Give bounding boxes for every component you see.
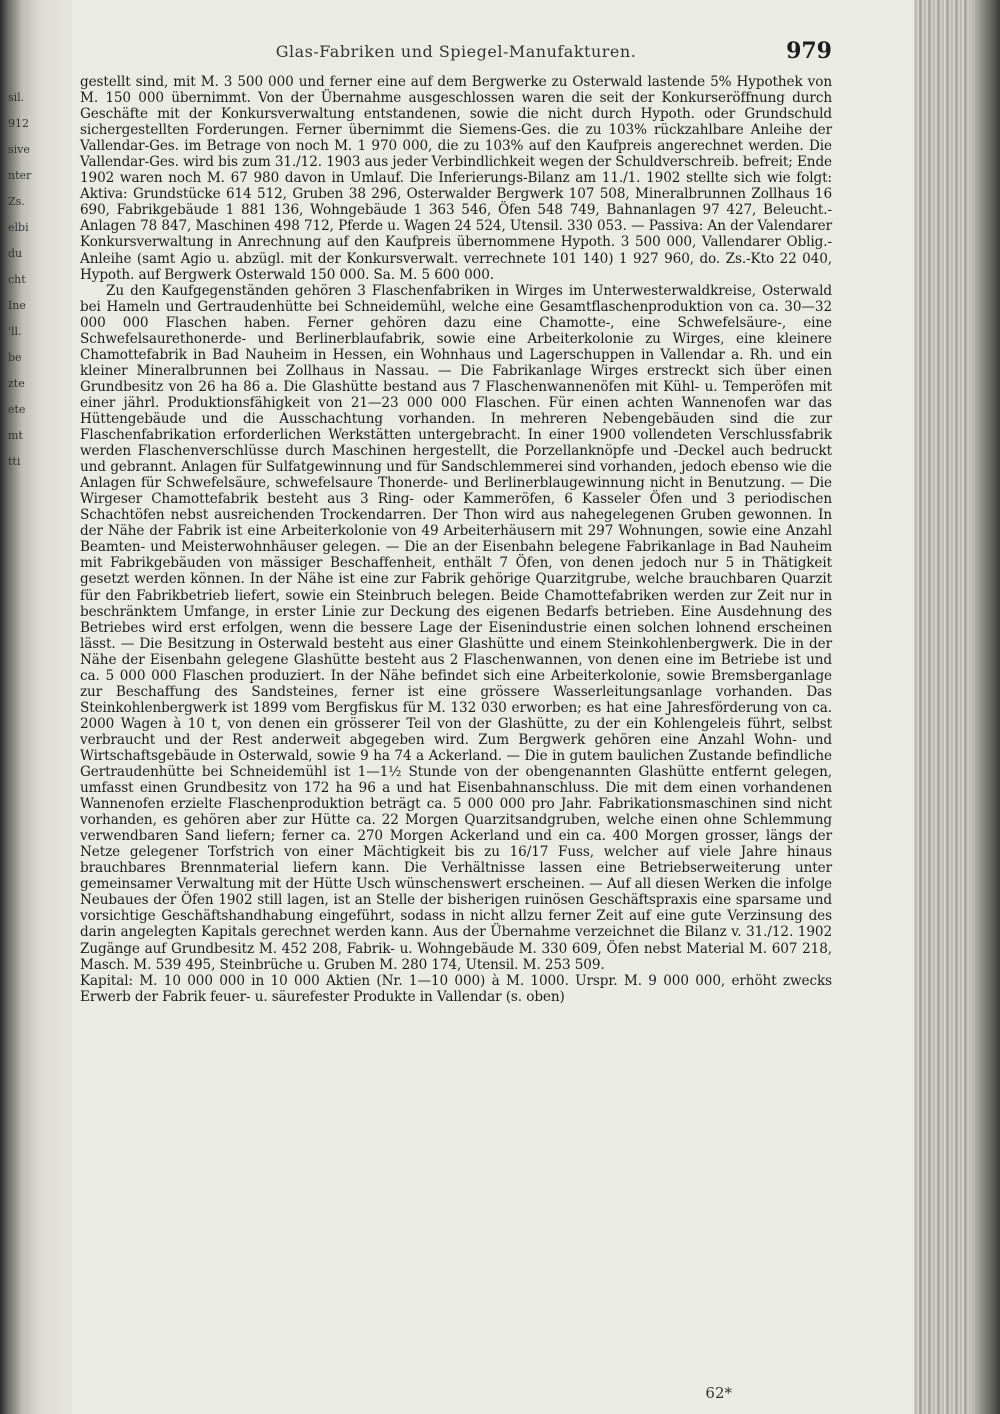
- margin-fragment: Zs.: [8, 195, 25, 208]
- margin-fragment: tti: [8, 455, 21, 468]
- right-page-edge: [914, 0, 1000, 1414]
- margin-fragment: 'll.: [8, 325, 22, 338]
- paragraph-inferierungs-bilanz: gestellt sind, mit M. 3 500 000 und ferner eine auf dem Bergwerke zu Osterwald lastende 5% Hypothek von M. 150 000 übernimmt. Von der Übernahme ausgeschlossen waren die seit der Konkurseröffnung durch Geschäfte mit der Konkursverwaltung entstandenen, sowie die nicht durch Hypoth. oder Grundschuld sichergestellten Forderungen. Ferner übernimmt die Siemens-Ges. die zu 103% rückzahlbare Anleihe der Vallendar-Ges. im Betrage von noch M. 1 970 000, die zu 103% auf den Kaufpreis angerechnet werden. Die Vallendar-Ges. wird bis zum 31./12. 1903 aus jeder Verbindlichkeit wegen der Schuldverschreib. befreit; Ende 1902 waren noch M. 67 980 davon in Umlauf. Die Inferierungs-Bilanz am 11./1. 1902 stellte sich wie folgt: Aktiva: Grundstücke 614 512, Gruben 38 296, Osterwalder Bergwerk 107 508, Mineralbrunnen Zollhaus 16 690, Fabrikgebäude 1 881 136, Wohngebäude 1 363 546, Öfen 548 749, Bahnanlagen 97 427, Beleucht.-Anlagen 78 847, Maschinen 498 712, Pferde u. Wagen 24 524, Utensil. 330 053. — Passiva: An der Valendarer Konkursverwaltung in Anrechnung auf den Kaufpreis übernommene Hypoth. 3 500 000, Vallendarer Oblig.-Anleihe (samt Agio u. abzügl. mit der Konkursverwalt. verrechnete 101 140) 1 927 960, do. Zs.-Kto 22 040, Hypoth. auf Bergwerk Osterwald 150 000. Sa. M. 5 600 000.: [80, 74, 832, 283]
- margin-fragment: Ine: [8, 299, 26, 312]
- left-margin-bleed: [0, 0, 72, 1414]
- margin-fragment: du: [8, 247, 23, 260]
- page-number: 979: [786, 38, 832, 64]
- paragraph-kaufgegenstaende: Zu den Kaufgegenständen gehören 3 Flaschenfabriken in Wirges im Unterwesterwaldkreise, Osterwald bei Hameln und Gertraudenhütte bei Schneidemühl, welche eine Gesamtflaschenproduktion von ca. 30—32 000 000 Flaschen haben. Ferner gehören dazu eine Chamotte-, eine Schwefelsäure-, eine Schwefelsaurethonerde- und Berlinerblaufabrik, sowie eine Arbeiterkolonie zu Wirges, eine kleinere Chamottefabrik in Bad Nauheim in Hessen, ein Wohnhaus und Lagerschuppen in Vallendar a. Rh. und ein kleiner Mineralbrunnen bei Zollhaus in Nassau. — Die Fabrikanlage Wirges erstreckt sich über einen Grundbesitz von 26 ha 86 a. Die Glashütte bestand aus 7 Flaschenwannenöfen mit Kühl- u. Temperöfen mit einer jährl. Produktionsfähigkeit von 21—23 000 000 Flaschen. Für einen achten Wannenofen war das Hüttengebäude und die Ausschachtung vorhanden. In mehreren Nebengebäuden sind die zur Flaschenfabrikation erforderlichen Werkstätten untergebracht. In einer 1900 vollendeten Verschlussfabrik werden Flaschenverschlüsse durch Maschinen hergestellt, die Porzellanknöpfe und -Deckel auch bedruckt und gebrannt. Anlagen für Sulfatgewinnung und für Sandschlemmerei sind vorhanden, jedoch ebenso wie die Anlagen für Schwefelsäure, schwefelsaure Thonerde- und Berlinerblaugewinnung nicht in Benutzung. — Die Wirgeser Chamottefabrik besteht aus 3 Ring- oder Kammeröfen, 6 Kasseler Öfen und 3 periodischen Schachtöfen nebst ausreichenden Trockendarren. Der Thon wird aus nahegelegenen Gruben gewonnen. In der Nähe der Fabrik ist eine Arbeiterkolonie von 49 Arbeiterhäusern mit 297 Wohnungen, sowie eine Anzahl Beamten- und Meisterwohnhäuser gelegen. — Die an der Eisenbahn belegene Fabrikanlage in Bad Nauheim mit Fabrikgebäuden von mässiger Beschaffenheit, enthält 7 Öfen, von denen jedoch nur 5 in Thätigkeit gesetzt werden können. In der Nähe ist eine zur Fabrik gehörige Quarzitgrube, welche brauchbaren Quarzit für den Fabrikbetrieb liefert, sowie ein Steinbruch belegen. Beide Chamottefabriken werden zur Zeit nur in beschränktem Umfange, in erster Linie zur Deckung des eigenen Bedarfs betrieben. Eine Ausdehnung des Betriebes wird erst erfolgen, wenn die bessere Lage der Eisenindustrie einen solchen lohnend erscheinen lässt. — Die Besitzung in Osterwald besteht aus einer Glashütte und einem Steinkohlenbergwerk. Die in der Nähe der Eisenbahn gelegene Glashütte besteht aus 2 Flaschenwannen, von denen eine im Betriebe ist und ca. 5 000 000 Flaschen produziert. In der Nähe befindet sich eine Arbeiterkolonie, sowie Bremsberganlage zur Beschaffung des Sandsteines, ferner ist eine grössere Wasserleitungsanlage vorhanden. Das Steinkohlenbergwerk ist 1899 vom Bergfiskus für M. 132 030 erworben; es hat eine Jahresförderung von ca. 2000 Wagen à 10 t, von denen ein grösserer Teil von der Glashütte, zu der ein Kohlengeleis führt, selbst verbraucht und der Rest anderweit abgegeben wird. Zum Bergwerk gehören eine Anzahl Wohn- und Wirtschaftsgebäude in Osterwald, sowie 9 ha 74 a Ackerland. — Die in gutem baulichen Zustande befindliche Gertraudenhütte bei Schneidemühl ist 1—1½ Stunde von der obengenannten Glashütte entfernt gelegen, umfasst einen Grundbesitz von 172 ha 96 a und hat Eisenbahnanschluss. Die mit dem einen vorhandenen Wannenofen erzielte Flaschenproduktion beträgt ca. 5 000 000 pro Jahr. Fabrikationsmaschinen sind nicht vorhanden, es gehören aber zur Hütte ca. 22 Morgen Quarzitsandgruben, welche einen ohne Schlemmung verwendbaren Sand liefern; ferner ca. 270 Morgen Ackerland und ein ca. 400 Morgen grosser, längs der Netze gelegener Torfstrich von einer Mächtigkeit bis zu 16/17 Fuss, welcher auf viele Jahre hinaus brauchbares Brennmaterial liefern kann. Die Verhältnisse lassen eine Betriebserweiterung unter gemeinsamer Verwaltung mit der Hütte Usch wünschenswert erscheinen. — Auf all diesen Werken die infolge Neubaues der Öfen 1902 still lagen, ist an Stelle der bisherigen ruinösen Geschäftspraxis eine sparsame und vorsichtige Geschäftshandhabung eingeführt, sodass in nicht allzu ferner Zeit auf eine gute Verzinsung des darin angelegten Kapitals gerechnet werden kann. Aus der Übernahme verzeichnet die Bilanz v. 31./12. 1902 Zugänge auf Grundbesitz M. 452 208, Fabrik- u. Wohngebäude M. 330 609, Öfen nebst Material M. 607 218, Masch. M. 539 495, Steinbrüche u. Gruben M. 280 174, Utensil. M. 253 509.: [80, 282, 832, 973]
- margin-fragment: elbi: [8, 221, 29, 234]
- margin-fragment: zte: [8, 377, 25, 390]
- running-head: [80, 38, 832, 74]
- margin-fragment: nter: [8, 169, 32, 182]
- margin-fragment: sive: [8, 143, 30, 156]
- margin-fragment: 912: [8, 117, 29, 130]
- margin-fragment: ete: [8, 403, 26, 416]
- document-page: [80, 38, 832, 1404]
- printer-signature: 62*: [705, 1384, 732, 1402]
- body-text: [80, 74, 832, 1005]
- margin-fragment: cht: [8, 273, 26, 286]
- margin-fragment: be: [8, 351, 22, 364]
- running-head-title: Glas-Fabriken und Spiegel-Manufakturen.: [275, 42, 637, 61]
- left-margin-fragments: [8, 85, 68, 475]
- margin-fragment: sil.: [8, 91, 25, 104]
- paragraph-kapital: Kapital: M. 10 000 000 in 10 000 Aktien (Nr. 1—10 000) à M. 1000. Urspr. M. 9 000 000, erhöht zwecks Erwerb der Fabrik feuer- u. säurefester Produkte in Vallendar (s. oben): [80, 972, 832, 1005]
- margin-fragment: mt: [8, 429, 23, 442]
